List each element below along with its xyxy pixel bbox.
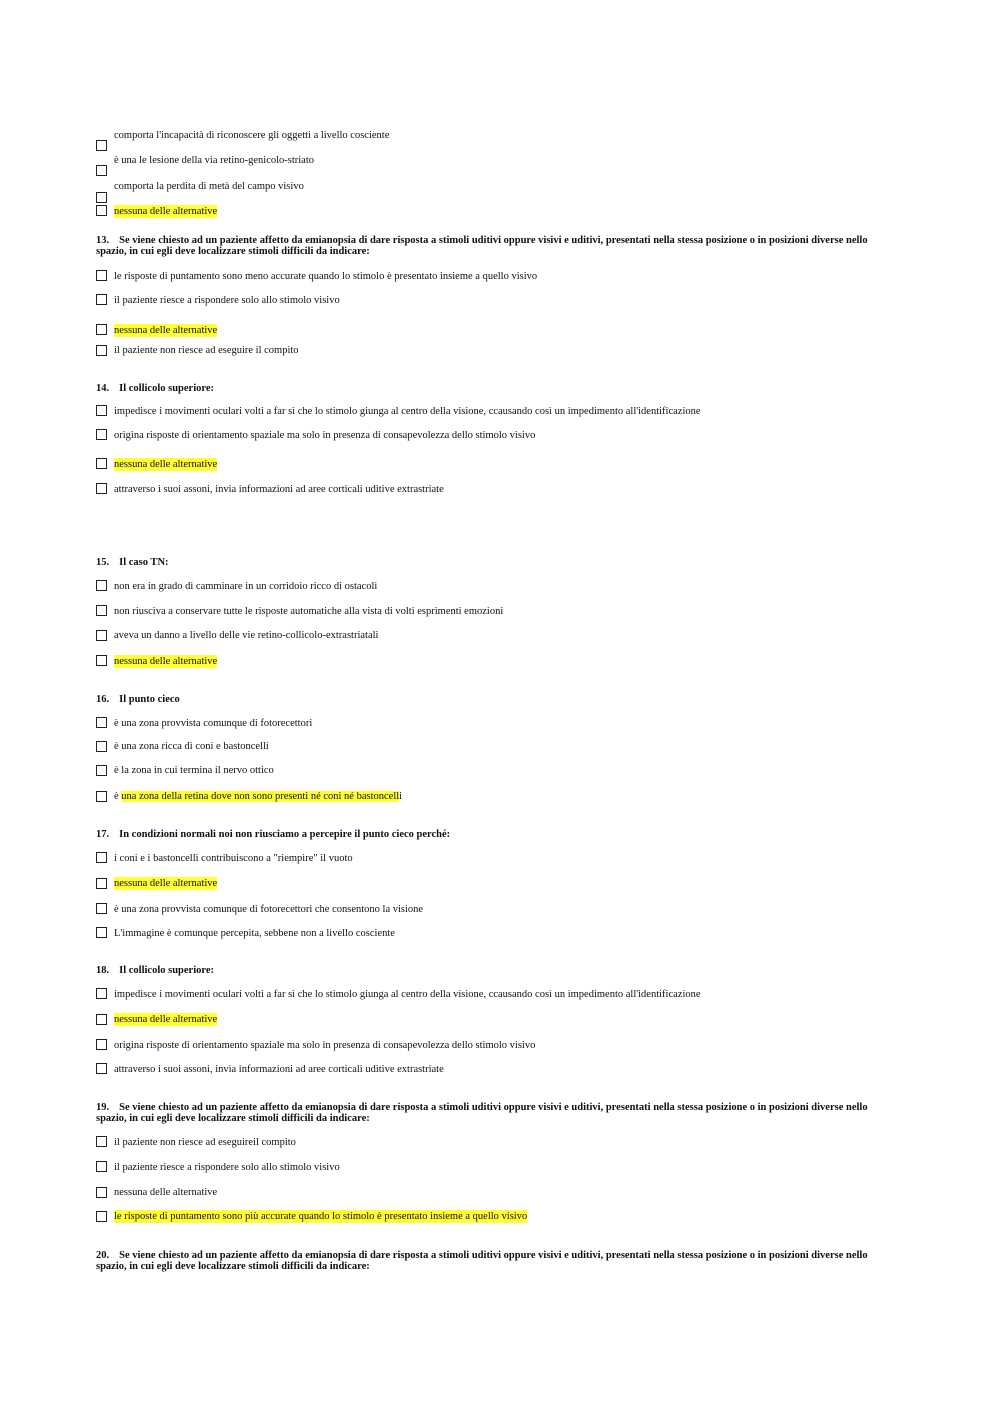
question-number: 18. — [96, 965, 110, 976]
option-text: è una zona ricca di coni e bastoncelli — [114, 741, 269, 752]
option-text: origina risposte di orientamento spaziale ma solo in presenza di consapevolezza dello stimolo visivo — [114, 430, 536, 441]
option-suffix: i — [399, 791, 403, 802]
checkbox[interactable] — [96, 605, 107, 616]
option-text: impedisce i movimenti oculari volti a far sì che lo stimolo giunga al centro della visione, ccausando così un impedimento all'identificazione — [114, 406, 701, 417]
question-text: In condizioni normali noi non riusciamo a percepire il punto cieco perché: — [119, 829, 451, 840]
option-prefix: è — [114, 791, 122, 802]
checkbox[interactable] — [96, 580, 107, 591]
checkbox[interactable] — [96, 205, 107, 216]
checkbox[interactable] — [96, 655, 107, 666]
option-text: comporta la perdita di metà del campo visivo — [114, 181, 304, 192]
question-14 — [96, 383, 876, 394]
question-number: 15. — [96, 557, 110, 568]
checkbox[interactable] — [96, 630, 107, 641]
question-text: Il caso TN: — [119, 557, 169, 568]
checkbox[interactable] — [96, 1161, 107, 1172]
question-18 — [96, 965, 876, 976]
option-text: impedisce i movimenti oculari volti a far sì che lo stimolo giunga al centro della visione, ccausando così un impedimento all'identificazione — [114, 989, 701, 1000]
checkbox[interactable] — [96, 458, 107, 469]
question-text: Il punto cieco — [119, 694, 180, 705]
checkbox[interactable] — [96, 294, 107, 305]
option-text: nessuna delle alternative — [114, 1187, 218, 1198]
question-13 — [96, 235, 876, 257]
checkbox[interactable] — [96, 1136, 107, 1147]
option-text: L'immagine è comunque percepita, sebbene non a livello cosciente — [114, 928, 395, 939]
option-text-highlighted: le risposte di puntamento sono più accurate quando lo stimolo è presentato insieme a quello visivo — [114, 1211, 528, 1222]
checkbox[interactable] — [96, 165, 107, 176]
question-number: 19. — [96, 1102, 110, 1113]
option-text-highlighted: nessuna delle alternative — [114, 459, 218, 470]
checkbox[interactable] — [96, 345, 107, 356]
checkbox[interactable] — [96, 1063, 107, 1074]
checkbox[interactable] — [96, 483, 107, 494]
option-text-highlighted: nessuna delle alternative — [114, 325, 218, 336]
question-text: Se viene chiesto ad un paziente affetto da emianopsia di dare risposta a stimoli uditivi oppure visivi e uditivi, presentati nella stessa posizione o in posizioni diverse nello spazio, in cui egli deve localizzare stimoli difficili da indicare: — [96, 1250, 868, 1272]
option-text-highlighted: nessuna delle alternative — [114, 206, 218, 217]
checkbox[interactable] — [96, 717, 107, 728]
option-text: non era in grado di camminare in un corridoio ricco di ostacoli — [114, 581, 378, 592]
checkbox[interactable] — [96, 903, 107, 914]
question-number: 14. — [96, 383, 110, 394]
option-text-highlighted: nessuna delle alternative — [114, 878, 218, 889]
option-text: origina risposte di orientamento spaziale ma solo in presenza di consapevolezza dello stimolo visivo — [114, 1040, 536, 1051]
checkbox[interactable] — [96, 192, 107, 203]
checkbox[interactable] — [96, 1039, 107, 1050]
checkbox[interactable] — [96, 791, 107, 802]
option-text: è una zona provvista comunque di fotorecettori che consentono la visione — [114, 904, 424, 915]
question-number: 17. — [96, 829, 110, 840]
question-15 — [96, 557, 876, 568]
question-number: 16. — [96, 694, 110, 705]
option-text: attraverso i suoi assoni, invia informazioni ad aree corticali uditive extrastriate — [114, 1064, 444, 1075]
checkbox[interactable] — [96, 1187, 107, 1198]
checkbox[interactable] — [96, 988, 107, 999]
checkbox[interactable] — [96, 140, 107, 151]
question-text: Se viene chiesto ad un paziente affetto da emianopsia di dare risposta a stimoli uditivi oppure visivi e uditivi, presentati nella stessa posizione o in posizioni diverse nello spazio, in cui egli deve localizzare stimoli difficili da indicare: — [96, 1102, 868, 1124]
question-16 — [96, 694, 876, 705]
question-20 — [96, 1250, 876, 1272]
checkbox[interactable] — [96, 741, 107, 752]
option-text: il paziente non riesce ad eseguireil compito — [114, 1137, 296, 1148]
option-text: comporta l'incapacità di riconoscere gli oggetti a livello cosciente — [114, 130, 390, 141]
checkbox[interactable] — [96, 270, 107, 281]
question-number: 20. — [96, 1250, 110, 1261]
option-text: è la zona in cui termina il nervo ottico — [114, 765, 274, 776]
option-text: attraverso i suoi assoni, invia informazioni ad aree corticali uditive extrastriate — [114, 484, 444, 495]
question-text: Il collicolo superiore: — [119, 383, 214, 394]
question-19 — [96, 1102, 876, 1124]
checkbox[interactable] — [96, 405, 107, 416]
checkbox[interactable] — [96, 429, 107, 440]
option-text: è una zona provvista comunque di fotorecettori — [114, 718, 313, 729]
option-text-highlighted: nessuna delle alternative — [114, 656, 218, 667]
option-text: non riusciva a conservare tutte le risposte automatiche alla vista di volti esprimenti emozioni — [114, 606, 504, 617]
checkbox[interactable] — [96, 1211, 107, 1222]
option-text-highlighted: nessuna delle alternative — [114, 1014, 218, 1025]
option-text: il paziente riesce a rispondere solo allo stimolo visivo — [114, 295, 340, 306]
checkbox[interactable] — [96, 852, 107, 863]
checkbox[interactable] — [96, 765, 107, 776]
option-text: i coni e i bastoncelli contribuiscono a "riempire" il vuoto — [114, 853, 353, 864]
checkbox[interactable] — [96, 878, 107, 889]
question-number: 13. — [96, 235, 110, 246]
checkbox[interactable] — [96, 1014, 107, 1025]
question-text: Se viene chiesto ad un paziente affetto da emianopsia di dare risposta a stimoli uditivi oppure visivi e uditivi, presentati nella stessa posizione o in posizioni diverse nello spazio, in cui egli deve localizzare stimoli difficili da indicare: — [96, 235, 868, 257]
option-text: le risposte di puntamento sono meno accurate quando lo stimolo è presentato insieme a quello visivo — [114, 271, 538, 282]
highlighted-answer: una zona della retina dove non sono presenti né coni né bastoncell — [121, 791, 400, 802]
checkbox[interactable] — [96, 324, 107, 335]
question-text: Il collicolo superiore: — [119, 965, 214, 976]
option-text-highlighted — [114, 790, 402, 803]
question-17 — [96, 829, 876, 840]
option-text: il paziente non riesce ad eseguire il compito — [114, 345, 299, 356]
option-text: il paziente riesce a rispondere solo allo stimolo visivo — [114, 1162, 340, 1173]
option-text: è una le lesione della via retino-genicolo-striato — [114, 155, 315, 166]
checkbox[interactable] — [96, 927, 107, 938]
option-text: aveva un danno a livello delle vie retino-collicolo-extrastriatali — [114, 630, 379, 641]
